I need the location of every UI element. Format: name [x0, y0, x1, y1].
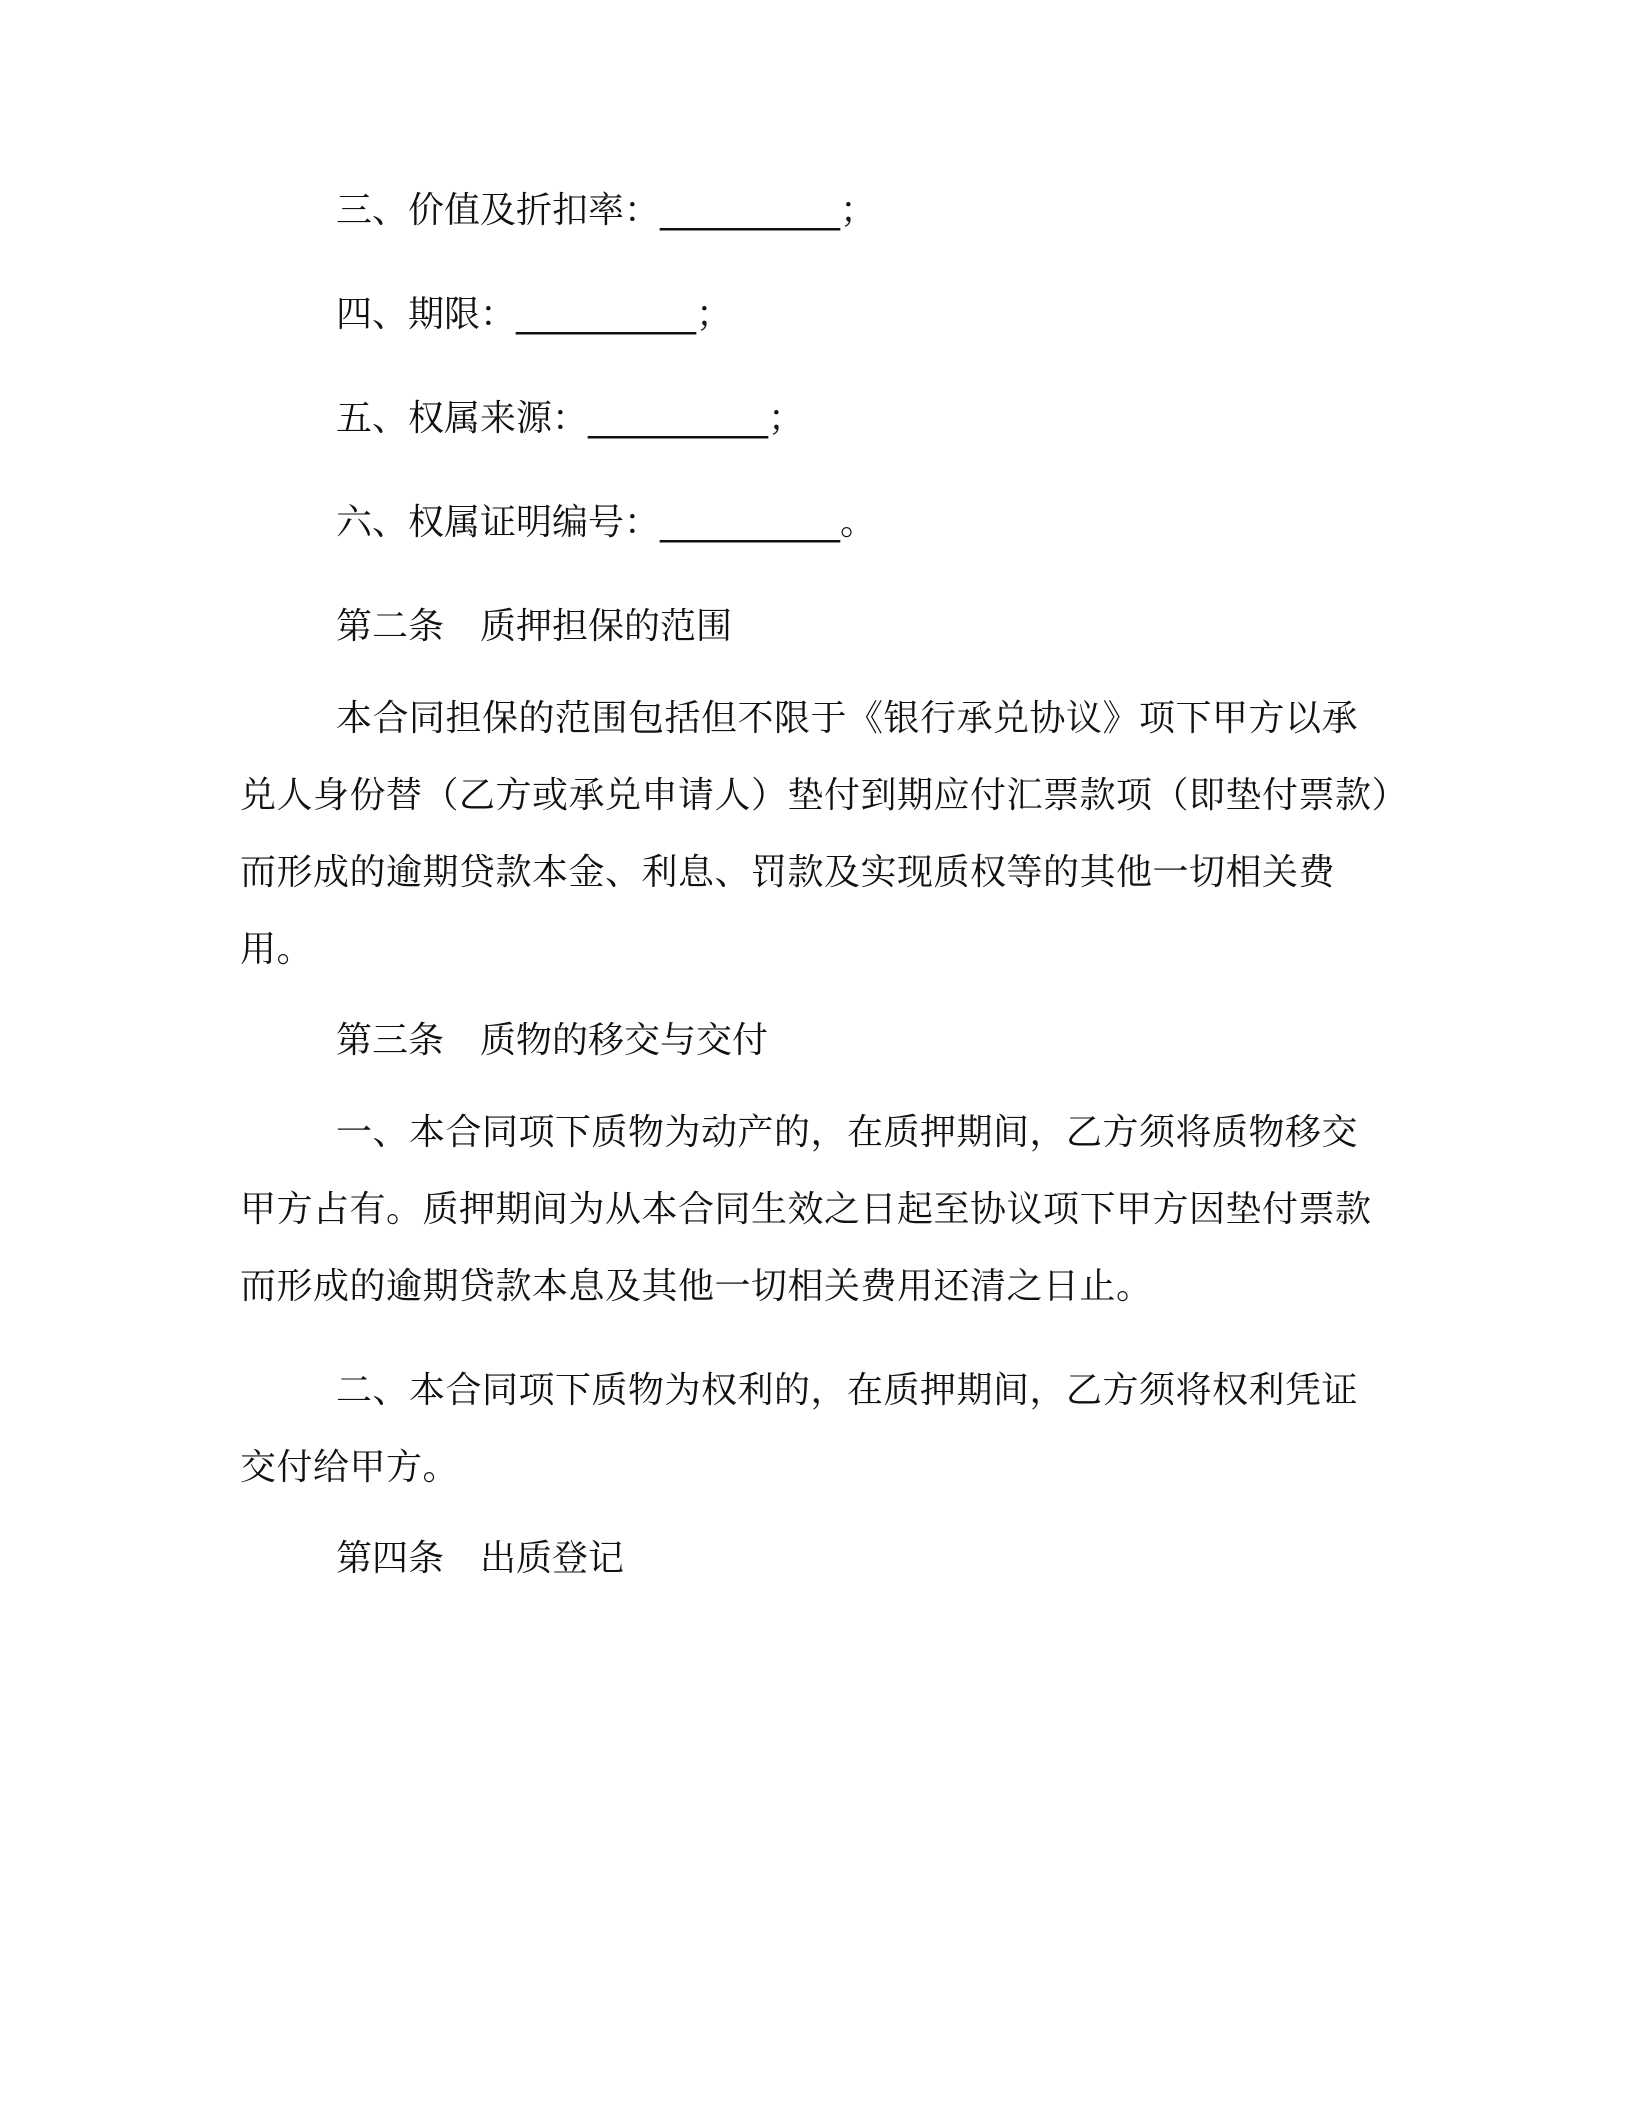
document-body — [240, 185, 1390, 1585]
article-2-heading: 第二条 质押担保的范围 — [336, 606, 733, 647]
article-2-body: 本合同担保的范围包括但不限于《银行承兑协议》项下甲方以承兑人身份替（乙方或承兑申请人）垫付到期应付汇票款项（即垫付票款）而形成的逾期贷款本金、利息、罚款及实现质权等的其他一切相关费用。 — [240, 698, 1391, 970]
item-ownership-source: 五、权属来源：__________； — [336, 398, 805, 439]
article-4-heading: 第四条 出质登记 — [336, 1538, 625, 1579]
item-ownership-certificate-number: 六、权属证明编号：__________。 — [336, 502, 877, 543]
article-3-clause-2: 二、本合同项下质物为权利的，在质押期间，乙方须将权利凭证交付给甲方。 — [240, 1370, 1359, 1488]
item-term: 四、期限：__________； — [336, 294, 733, 335]
article-3-clause-1: 一、本合同项下质物为动产的，在质押期间，乙方须将质物移交甲方占有。质押期间为从本合同生效之日起至协议项下甲方因垫付票款而形成的逾期贷款本息及其他一切相关费用还清之日止。 — [240, 1112, 1372, 1307]
article-3-heading: 第三条 质物的移交与交付 — [336, 1020, 769, 1061]
item-value-discount-rate: 三、价值及折扣率：__________； — [336, 190, 877, 231]
